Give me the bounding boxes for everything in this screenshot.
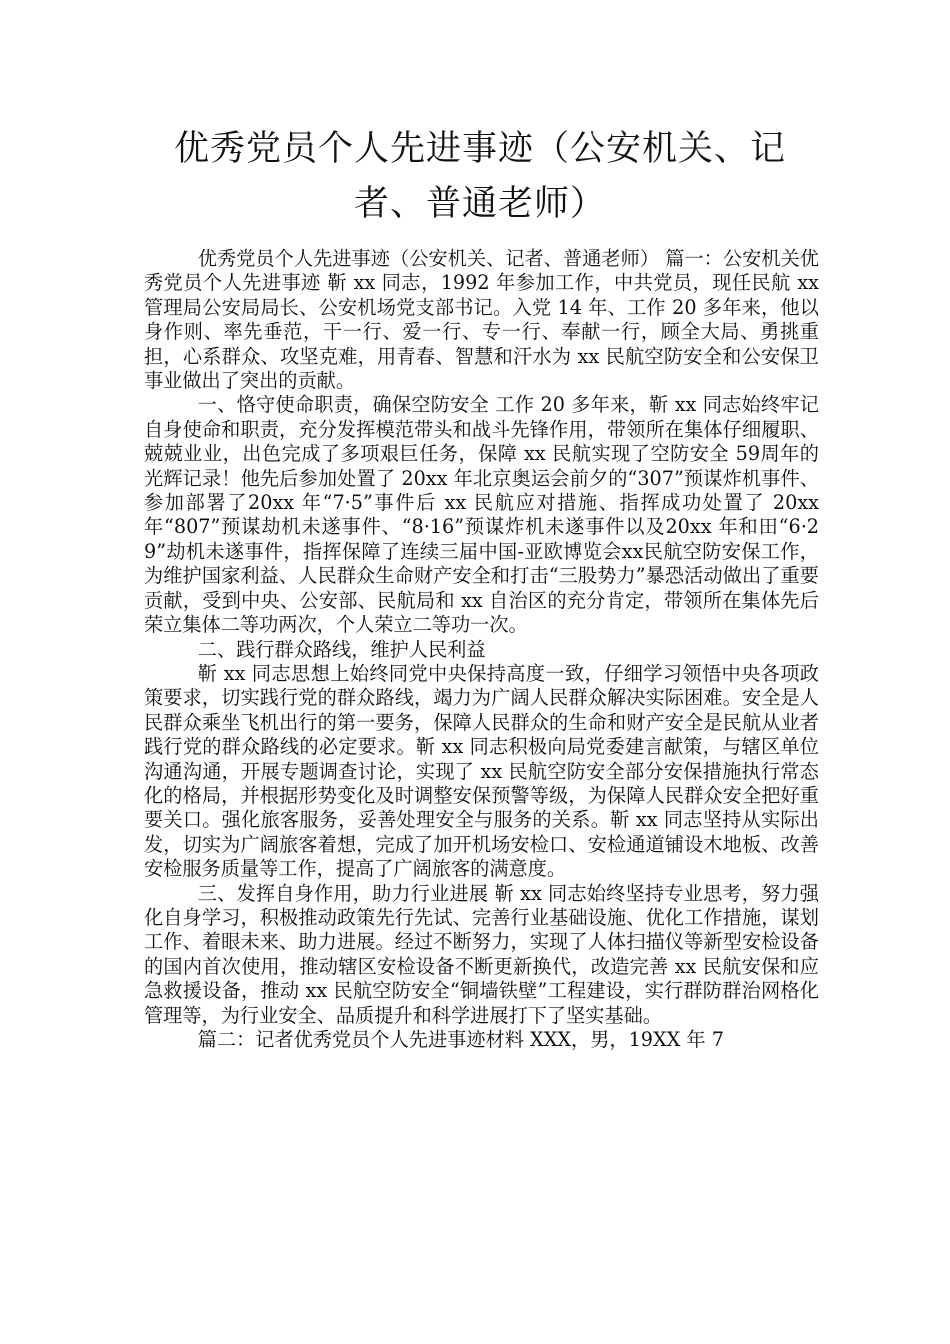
paragraph-part-2-start: 篇二：记者优秀党员个人先进事迹材料 XXX，男，19XX 年 7 — [197, 1028, 724, 1051]
document-title: 优秀党员个人先进事迹（公安机关、记者、普通老师） — [173, 129, 786, 224]
document-body — [144, 247, 819, 1052]
paragraph-section-1: 一、恪守使命职责，确保空防安全 工作 20 多年来，靳 xx 同志始终牢记自身使命和职责，充分发挥模范带头和战斗先锋作用，带领所在集体仔细履职、兢兢业业，出色完成了多项艰巨任务，保障 xx 民航实现了空防安全 59周年的光辉记录！他先后参加处置了 20xx 年北京奥运会前夕的“307”预谋炸机事件、参加部署了20xx 年“7·5”事件后 xx 民航应对措施、指挥成功处置了 20xx 年“807”预谋劫机未遂事件、“8·16”预谋炸机未遂事件以及20xx 年和田“6·29”劫机未遂事件，指挥保障了连续三届中国-亚欧博览会xx民航空防安保工作，为维护国家利益、人民群众生命财产安全和打击“三股势力”暴恐活动做出了重要贡献，受到中央、公安部、民航局和 xx 自治区的充分肯定，带领所在集体先后荣立集体二等功两次，个人荣立二等功一次。 — [144, 393, 819, 637]
paragraph-section-2-heading: 二、践行群众路线，维护人民利益 — [197, 637, 486, 661]
paragraph-intro: 优秀党员个人先进事迹（公安机关、记者、普通老师） 篇一：公安机关优秀党员个人先进事迹 靳 xx 同志，1992 年参加工作，中共党员，现任民航 xx 管理局公安局局长、公安机场党支部书记。入党 14 年、工作 20 多年来，他以身作则、率先垂范，干一行、爱一行、专一行、奉献一行，顾全大局、勇挑重担，心系群众、攻坚克难，用青春、智慧和汗水为 xx 民航空防安全和公安保卫事业做出了突出的贡献。 — [144, 247, 819, 393]
paragraph-section-3: 三、发挥自身作用，助力行业进展 靳 xx 同志始终坚持专业思考，努力强化自身学习，积极推动政策先行先试、完善行业基础设施、优化工作措施，谋划工作、着眼未来、助力进展。经过不断努力，实现了人体扫描仪等新型安检设备的国内首次使用，推动辖区安检设备不断更新换代，改造完善 xx 民航安保和应急救援设备，推动 xx 民航空防安全“铜墙铁壁”工程建设，实行群防群治网格化管理等，为行业安全、品质提升和科学进展打下了坚实基础。 — [144, 881, 819, 1027]
paragraph-section-2-body: 靳 xx 同志思想上始终同党中央保持高度一致，仔细学习领悟中央各项政策要求，切实践行党的群众路线，竭力为广阔人民群众解决实际困难。安全是人民群众乘坐飞机出行的第一要务，保障人民群众的生命和财产安全是民航从业者践行党的群众路线的必定要求。靳 xx 同志积极向局党委建言献策，与辖区单位沟通沟通，开展专题调查讨论，实现了 xx 民航空防安全部分安保措施执行常态化的格局，并根据形势变化及时调整安保预警等级，为保障人民群众安全把好重要关口。强化旅客服务，妥善处理安全与服务的关系。靳 xx 同志坚持从实际出发，切实为广阔旅客着想，完成了加开机场安检口、安检通道铺设木地板、改善安检服务质量等工作，提高了广阔旅客的满意度。 — [144, 661, 819, 881]
